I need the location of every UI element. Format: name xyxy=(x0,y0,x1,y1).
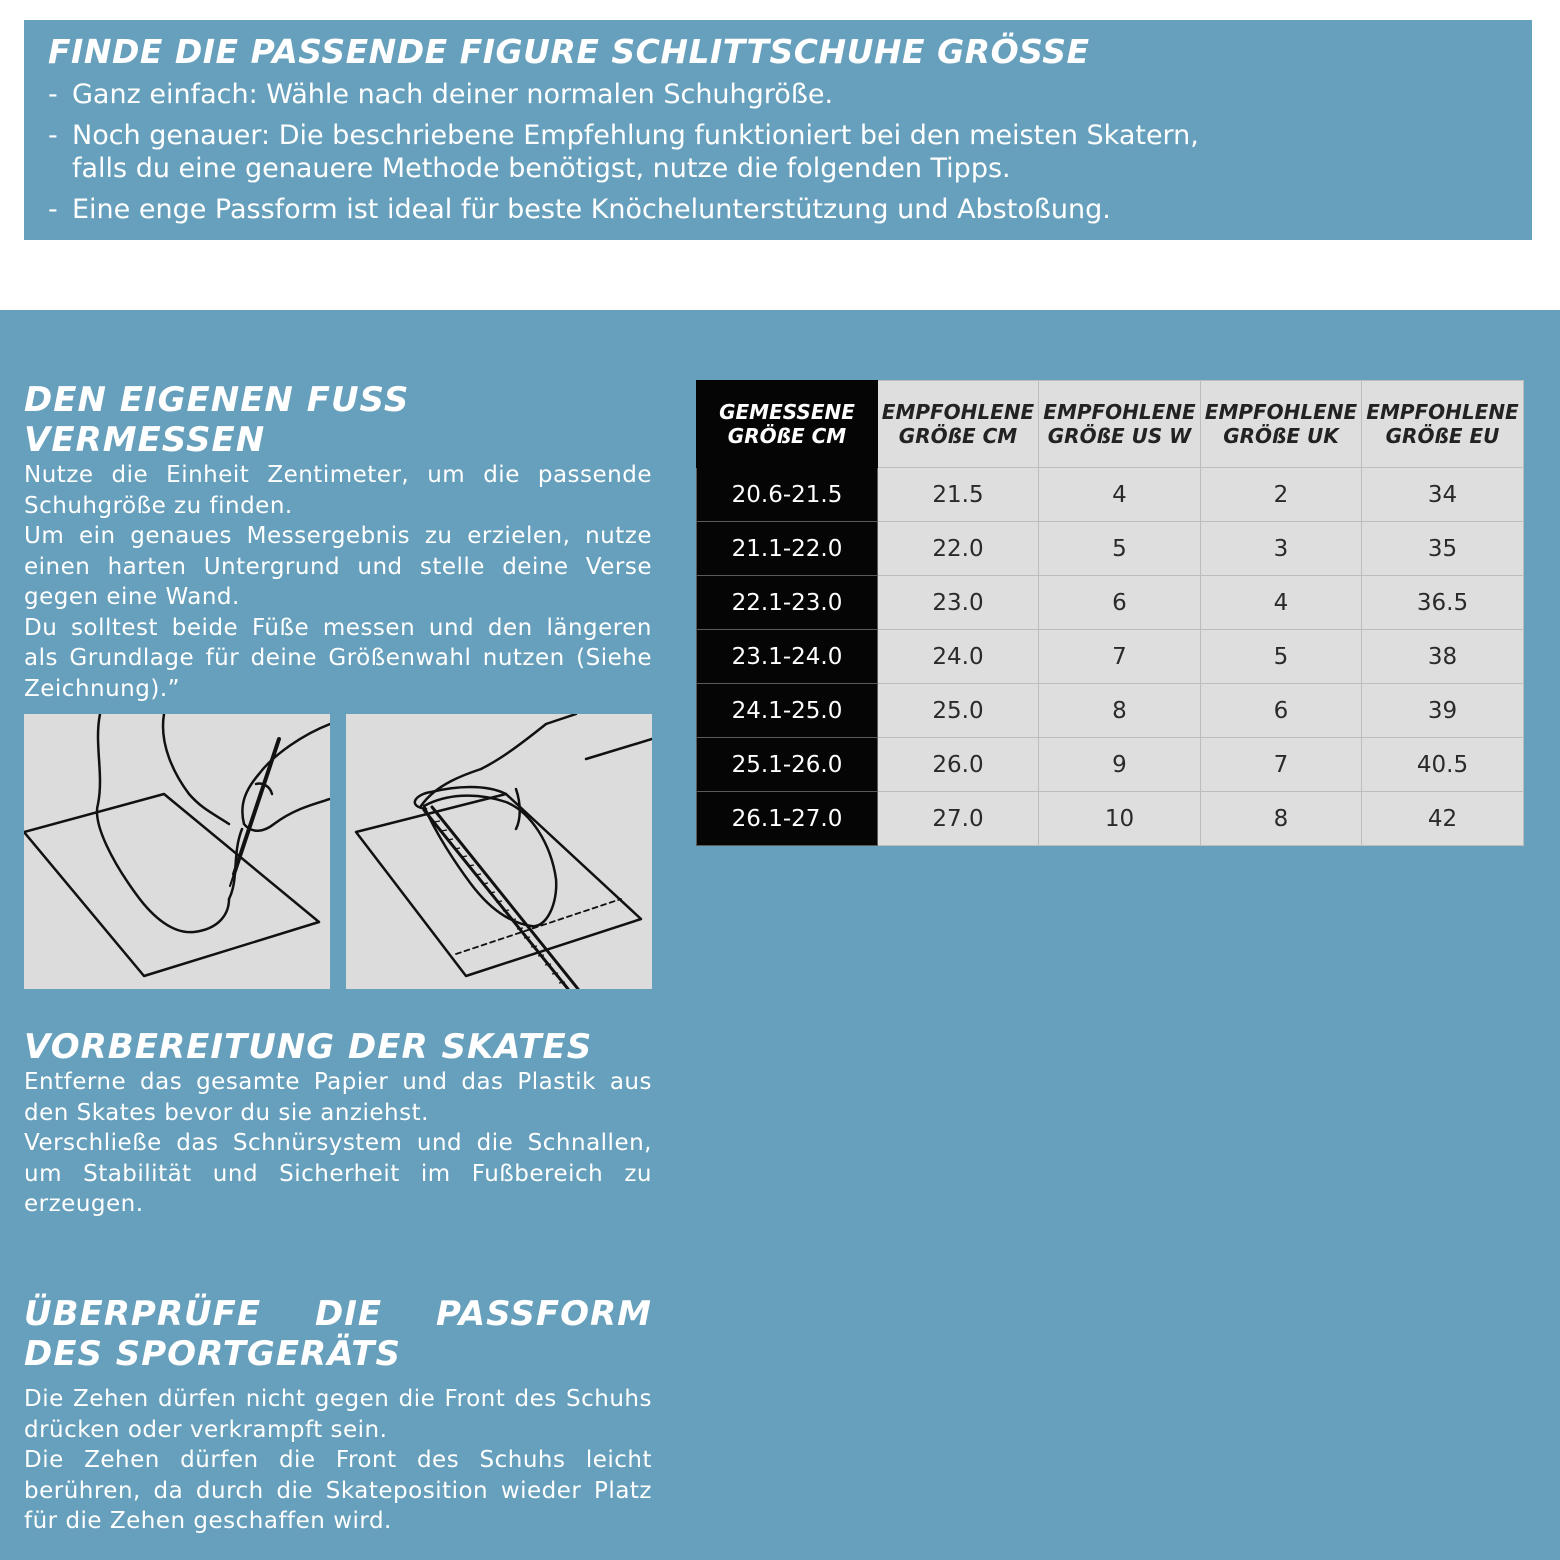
cell-us: 9 xyxy=(1039,738,1201,792)
cell-uk: 8 xyxy=(1201,792,1362,846)
cell-uk: 7 xyxy=(1201,738,1362,792)
measure-paragraph: Um ein genaues Messergebnis zu erzielen, nutze einen harten Untergrund und stelle deine Verse gegen eine Wand. xyxy=(24,523,652,610)
measure-paragraph: Du solltest beide Füße messen und den längeren als Grundlage für deine Größenwahl nutzen (Siehe Zeichnung).” xyxy=(24,614,652,702)
cell-cm: 22.0 xyxy=(878,522,1039,576)
header-line: GRÖßE CM xyxy=(898,424,1018,448)
cell-eu: 35 xyxy=(1362,522,1524,576)
cell-uk: 6 xyxy=(1201,684,1362,738)
cell-eu: 36.5 xyxy=(1362,576,1524,630)
cell-cm: 21.5 xyxy=(878,468,1039,522)
cell-measured: 22.1-23.0 xyxy=(697,576,878,630)
header-recommended-us-w xyxy=(1039,381,1201,468)
prepare-paragraph: Verschließe das Schnürsystem und die Schnallen, um Stabilität und Sicherheit im Fußbereich zu erzeugen. xyxy=(24,1130,652,1217)
foot-measure-icon xyxy=(346,714,652,989)
table-header-row xyxy=(697,381,1524,468)
cell-measured: 23.1-24.0 xyxy=(697,630,878,684)
intro-bullet: - Eine enge Passform ist ideal für beste Knöchelunterstützung und Abstoßung. xyxy=(48,193,1508,226)
intro-title: FINDE DIE PASSENDE FIGURE SCHLITTSCHUHE GRÖSSE xyxy=(48,32,1090,71)
table-row xyxy=(697,468,1524,522)
prepare-paragraph: Entferne das gesamte Papier und das Plastik aus den Skates bevor du sie anziehst. xyxy=(24,1069,652,1126)
table-row xyxy=(697,792,1524,846)
cell-eu: 34 xyxy=(1362,468,1524,522)
cell-uk: 3 xyxy=(1201,522,1362,576)
main-panel xyxy=(0,310,1560,1560)
fit-title: ÜBERPRÜFE DIE PASSFORM DES SPORTGERÄTS xyxy=(24,1294,652,1374)
cell-us: 6 xyxy=(1039,576,1201,630)
cell-eu: 39 xyxy=(1362,684,1524,738)
measure-paragraph: Nutze die Einheit Zentimeter, um die passende Schuhgröße zu finden. xyxy=(24,462,652,519)
prepare-title: VORBEREITUNG DER SKATES xyxy=(24,1027,593,1067)
cell-cm: 25.0 xyxy=(878,684,1039,738)
intro-panel xyxy=(24,20,1532,240)
cell-uk: 2 xyxy=(1201,468,1362,522)
intro-bullet: - Noch genauer: Die beschriebene Empfehlung funktioniert bei den meisten Skatern, falls du eine genauere Methode benötigst, nutze die folgenden Tipps. xyxy=(48,119,1222,185)
header-line: GRÖßE US W xyxy=(1047,424,1192,448)
intro-list xyxy=(48,78,1508,226)
cell-cm: 27.0 xyxy=(878,792,1039,846)
header-line: EMPFOHLENE xyxy=(1043,400,1196,424)
header-line: GRÖßE UK xyxy=(1223,424,1339,448)
table-row xyxy=(697,522,1524,576)
header-line: GRÖßE CM xyxy=(727,424,847,448)
cell-uk: 4 xyxy=(1201,576,1362,630)
cell-uk: 5 xyxy=(1201,630,1362,684)
table-row xyxy=(697,738,1524,792)
header-recommended-cm xyxy=(878,381,1039,468)
cell-eu: 40.5 xyxy=(1362,738,1524,792)
fit-paragraph: Die Zehen dürfen nicht gegen die Front des Schuhs drücken oder verkrampft sein. xyxy=(24,1386,652,1443)
cell-us: 4 xyxy=(1039,468,1201,522)
header-recommended-uk xyxy=(1201,381,1362,468)
cell-us: 8 xyxy=(1039,684,1201,738)
cell-eu: 38 xyxy=(1362,630,1524,684)
foot-trace-icon xyxy=(24,714,330,989)
cell-measured: 24.1-25.0 xyxy=(697,684,878,738)
fit-paragraph: Die Zehen dürfen die Front des Schuhs leicht berühren, da durch die Skateposition wieder Platz für die Zehen geschaffen wird. xyxy=(24,1447,652,1534)
cell-measured: 21.1-22.0 xyxy=(697,522,878,576)
cell-us: 5 xyxy=(1039,522,1201,576)
prepare-section xyxy=(24,1027,652,1220)
foot-trace-illustration xyxy=(24,714,330,989)
measure-section xyxy=(24,380,652,704)
table-row xyxy=(697,684,1524,738)
cell-eu: 42 xyxy=(1362,792,1524,846)
header-line: EMPFOHLENE xyxy=(1204,400,1358,424)
header-recommended-eu xyxy=(1362,381,1524,468)
foot-measure-illustration xyxy=(346,714,652,989)
cell-measured: 20.6-21.5 xyxy=(697,468,878,522)
cell-cm: 26.0 xyxy=(878,738,1039,792)
header-line: GRÖßE EU xyxy=(1385,424,1500,448)
size-table xyxy=(696,380,1524,846)
cell-measured: 25.1-26.0 xyxy=(697,738,878,792)
table-row xyxy=(697,630,1524,684)
header-line: EMPFOHLENE xyxy=(881,400,1035,424)
cell-measured: 26.1-27.0 xyxy=(697,792,878,846)
cell-us: 10 xyxy=(1039,792,1201,846)
cell-cm: 23.0 xyxy=(878,576,1039,630)
cell-cm: 24.0 xyxy=(878,630,1039,684)
header-line: GEMESSENE xyxy=(719,400,855,424)
header-line: EMPFOHLENE xyxy=(1366,400,1519,424)
intro-bullet: - Ganz einfach: Wähle nach deiner normalen Schuhgröße. xyxy=(48,78,1508,111)
measure-title: DEN EIGENEN FUSS VERMESSEN xyxy=(24,380,410,460)
cell-us: 7 xyxy=(1039,630,1201,684)
header-measured-cm xyxy=(697,381,878,468)
fit-section xyxy=(24,1294,652,1537)
table-row xyxy=(697,576,1524,630)
